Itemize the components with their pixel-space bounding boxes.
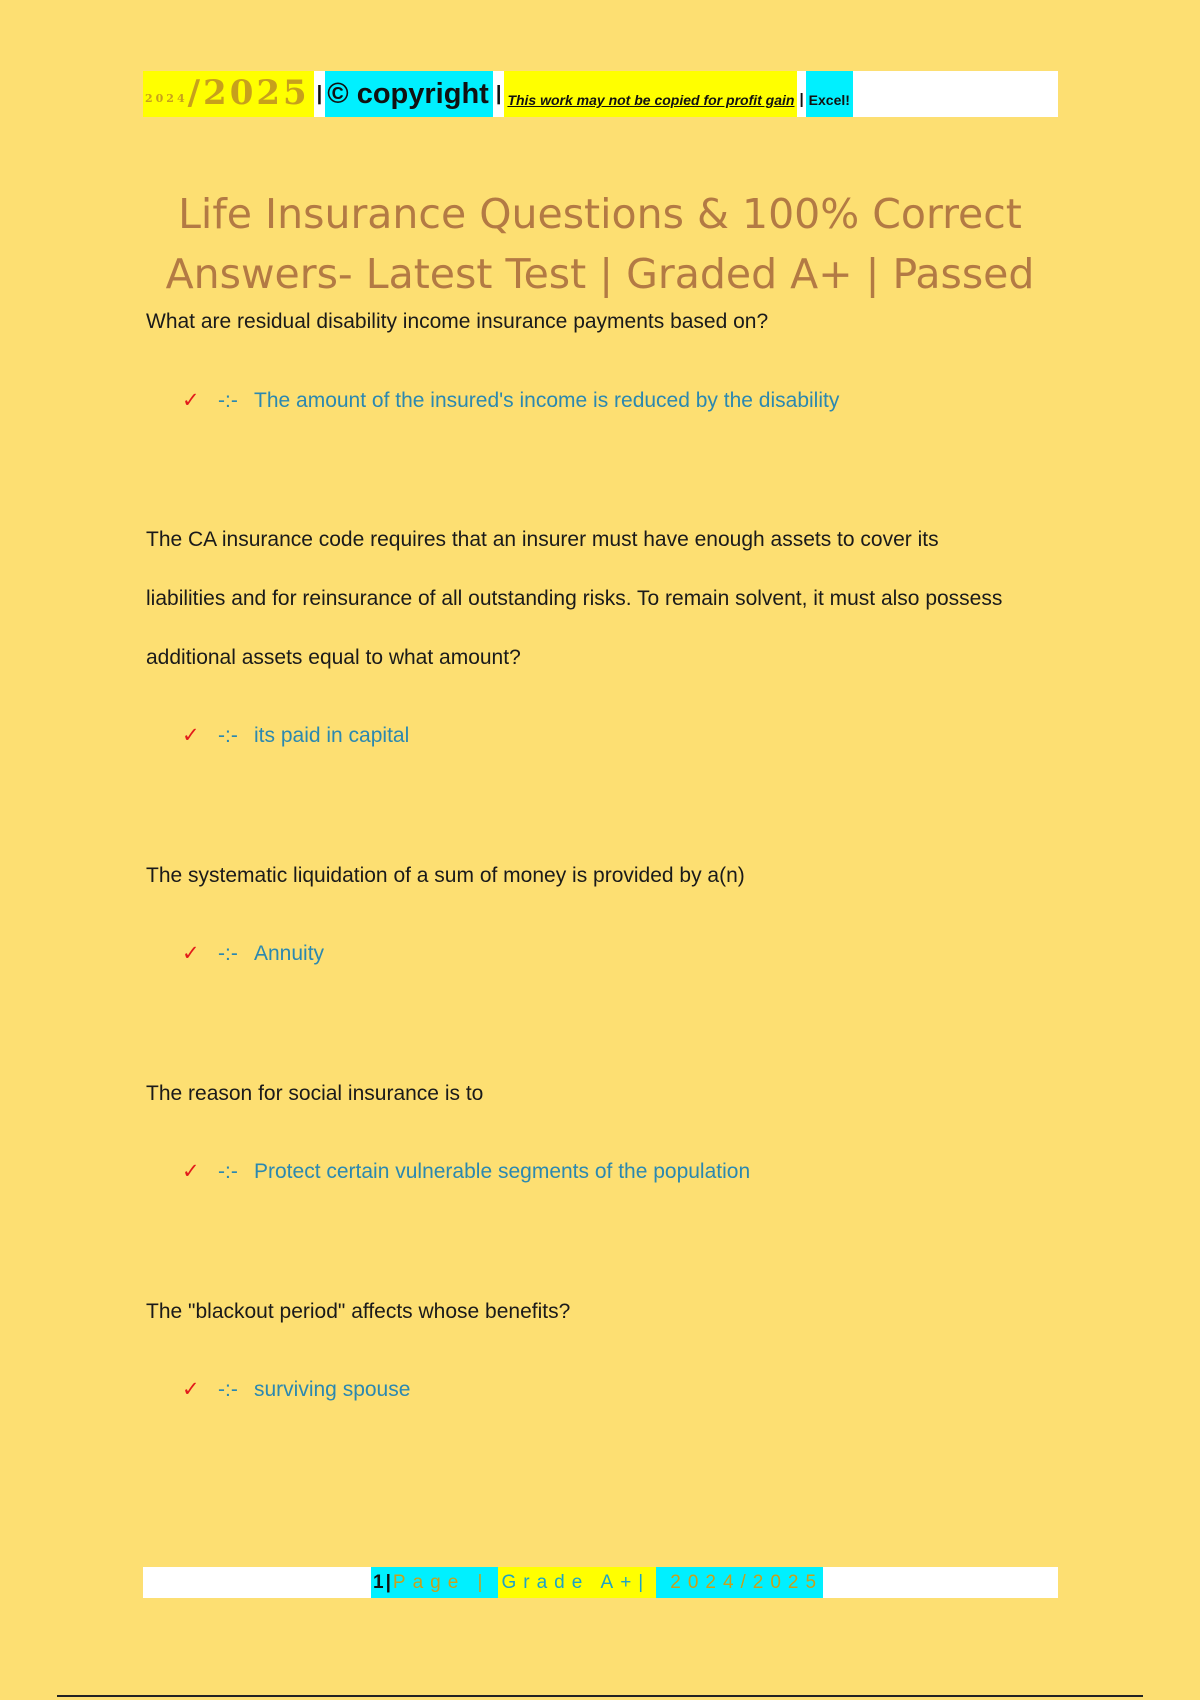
header-year-big: /2025 — [187, 73, 310, 113]
footer-separator: | — [384, 1567, 393, 1598]
header-strip — [143, 71, 1058, 117]
answer-text: Annuity — [254, 942, 325, 965]
header-year-small: 2024 — [145, 91, 188, 105]
question-4: The reason for social insurance is to — [146, 1082, 484, 1105]
document-title — [100, 184, 1100, 304]
page-number: 1 — [371, 1567, 384, 1598]
header-separator-2: | — [495, 83, 502, 105]
question-1: What are residual disability income insurance payments based on? — [146, 310, 769, 333]
answer-marker: -:- — [218, 942, 238, 965]
header-copy-notice: This work may not be copied for profit gain — [504, 71, 797, 117]
check-icon: ✓ — [182, 389, 200, 412]
answer-marker: -:- — [218, 724, 238, 747]
header-separator: | — [316, 83, 323, 105]
header-separator-3: | — [799, 91, 804, 108]
answer-5 — [182, 1375, 1042, 1405]
bottom-rule — [57, 1695, 1143, 1697]
check-icon: ✓ — [182, 1378, 200, 1401]
question-5: The "blackout period" affects whose benefits? — [146, 1300, 571, 1323]
footer-year: 2024/2025 — [656, 1567, 823, 1598]
answer-text: its paid in capital — [254, 724, 410, 747]
header-copyright: © copyright — [325, 71, 493, 117]
answer-text: Protect certain vulnerable segments of the population — [254, 1160, 751, 1183]
check-icon: ✓ — [182, 1160, 200, 1183]
answer-4 — [182, 1157, 1042, 1187]
answer-2 — [182, 721, 1042, 751]
answer-text: The amount of the insured's income is reduced by the disability — [254, 389, 840, 412]
footer-grade: Grade A+| — [498, 1567, 657, 1598]
question-2: The CA insurance code requires that an insurer must have enough assets to cover its liabilities and for reinsurance of all outstanding risks. To remain solvent, it must also possess additional assets equal to what amount? — [146, 528, 1003, 669]
header-excel: Excel! — [806, 71, 853, 117]
answer-marker: -:- — [218, 389, 238, 412]
title-line-1: Life Insurance Questions & 100% Correct — [178, 190, 1022, 238]
footer-content — [371, 1567, 823, 1598]
answer-1 — [182, 386, 1042, 416]
answer-text: surviving spouse — [254, 1378, 411, 1401]
check-icon: ✓ — [182, 942, 200, 965]
check-icon: ✓ — [182, 724, 200, 747]
question-3: The systematic liquidation of a sum of money is provided by a(n) — [146, 864, 745, 887]
answer-3 — [182, 939, 1042, 969]
title-line-2: Answers- Latest Test | Graded A+ | Passed — [165, 250, 1035, 298]
header-year — [143, 71, 314, 117]
footer-strip — [143, 1567, 1058, 1598]
answer-marker: -:- — [218, 1378, 238, 1401]
footer-page-label: Page | — [393, 1567, 498, 1598]
answer-marker: -:- — [218, 1160, 238, 1183]
